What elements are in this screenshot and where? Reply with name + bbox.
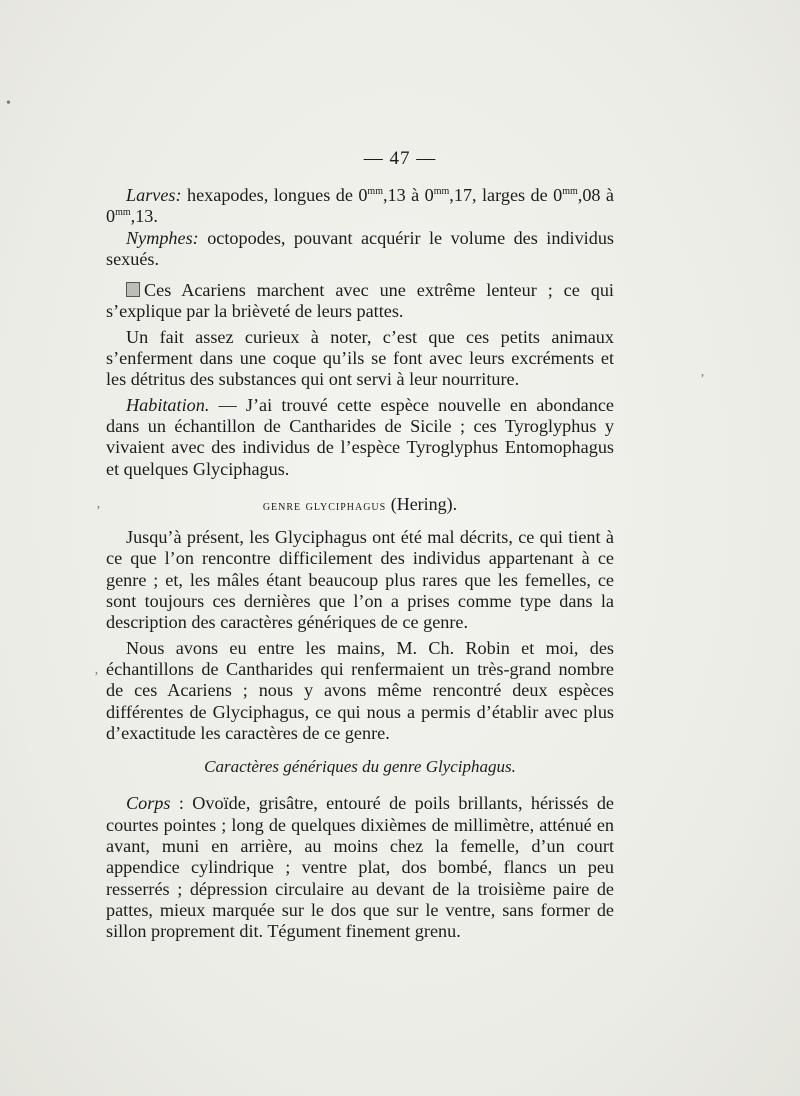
margin-mark: ʼ: [96, 504, 101, 519]
nymphes-paragraph: Nymphes: octopodes, pouvant acquérir le volume des individus sexués.: [106, 227, 614, 269]
caracteres-subheading: Caractères génériques du genre Glyciphagus.: [204, 757, 516, 777]
margin-mark: ʼ: [94, 670, 99, 685]
genre-heading: genre glyciphagus (Hering).: [262, 493, 458, 514]
larves-paragraph: Larves: hexapodes, longues de $0^{mm},13$ à $0^{mm},17$, larges de $0^{mm},08$ à $0^{mm},13$.: [106, 185, 614, 227]
nymphes-label: Nymphes:: [126, 227, 199, 248]
robin-paragraph: Nous avons eu entre les mains, M. Ch. Robin et moi, des échantillons de Cantharides qui renfermaient un très-grand nombre de ces Acariens ; nous y avons même rencontré deux espèces différentes de Glyciphagus, ce qui nous a permis d’établir avec plus d’exactitude les caractères de ce genre.: [106, 637, 614, 743]
paper-speck: •: [6, 96, 11, 111]
lenteur-paragraph: Ces Acariens marchent avec une extrême lenteur ; ce qui s’explique par la brièveté de leurs pattes.: [106, 280, 614, 322]
larves-label: Larves:: [126, 185, 182, 205]
habitation-label: Habitation.: [126, 394, 210, 415]
habitation-paragraph: Habitation. — J’ai trouvé cette espèce nouvelle en abondance dans un échantillon de Cantharides de Sicile ; ces Tyroglyphus y vivaient avec des individus de l’espèce Tyroglyphus Entomophagus et quelques Glyciphagus.: [106, 394, 614, 479]
jusqua-paragraph: Jusqu’à présent, les Glyciphagus ont été mal décrits, ce qui tient à ce que l’on rencontre difficilement des individus appartenant à ce genre ; et, les mâles étant beaucoup plus rares que les femelles, ce sont toujours ces dernières que l’on a prises comme type dans la description des caractères génériques de ce genre.: [106, 527, 614, 633]
corps-paragraph: Corps : Ovoïde, grisâtre, entouré de poils brillants, hérissés de courtes pointes ; long de quelques dixièmes de millimètre, atténué en avant, muni en arrière, au moins chez la femelle, d’un court appendice cylindrique ; ventre plat, dos bombé, flancs un peu resserrés ; dépression circulaire au devant de la troisième paire de pattes, mieux marquée sur le dos que sur le ventre, sans former de sillon proprement dit. Tégument finement grenu.: [106, 793, 614, 942]
page-number: — 47 —: [363, 148, 437, 169]
page-body: [106, 185, 614, 943]
coque-paragraph: Un fait assez curieux à noter, c’est que ces petits animaux s’enferment dans une coque qu’ils se font avec leurs excréments et les détritus des substances qui ont servi à leur nourriture.: [106, 326, 614, 390]
margin-mark: ʼ: [700, 372, 705, 387]
printer-mark-icon: [126, 282, 140, 297]
corps-label: Corps: [126, 793, 171, 814]
